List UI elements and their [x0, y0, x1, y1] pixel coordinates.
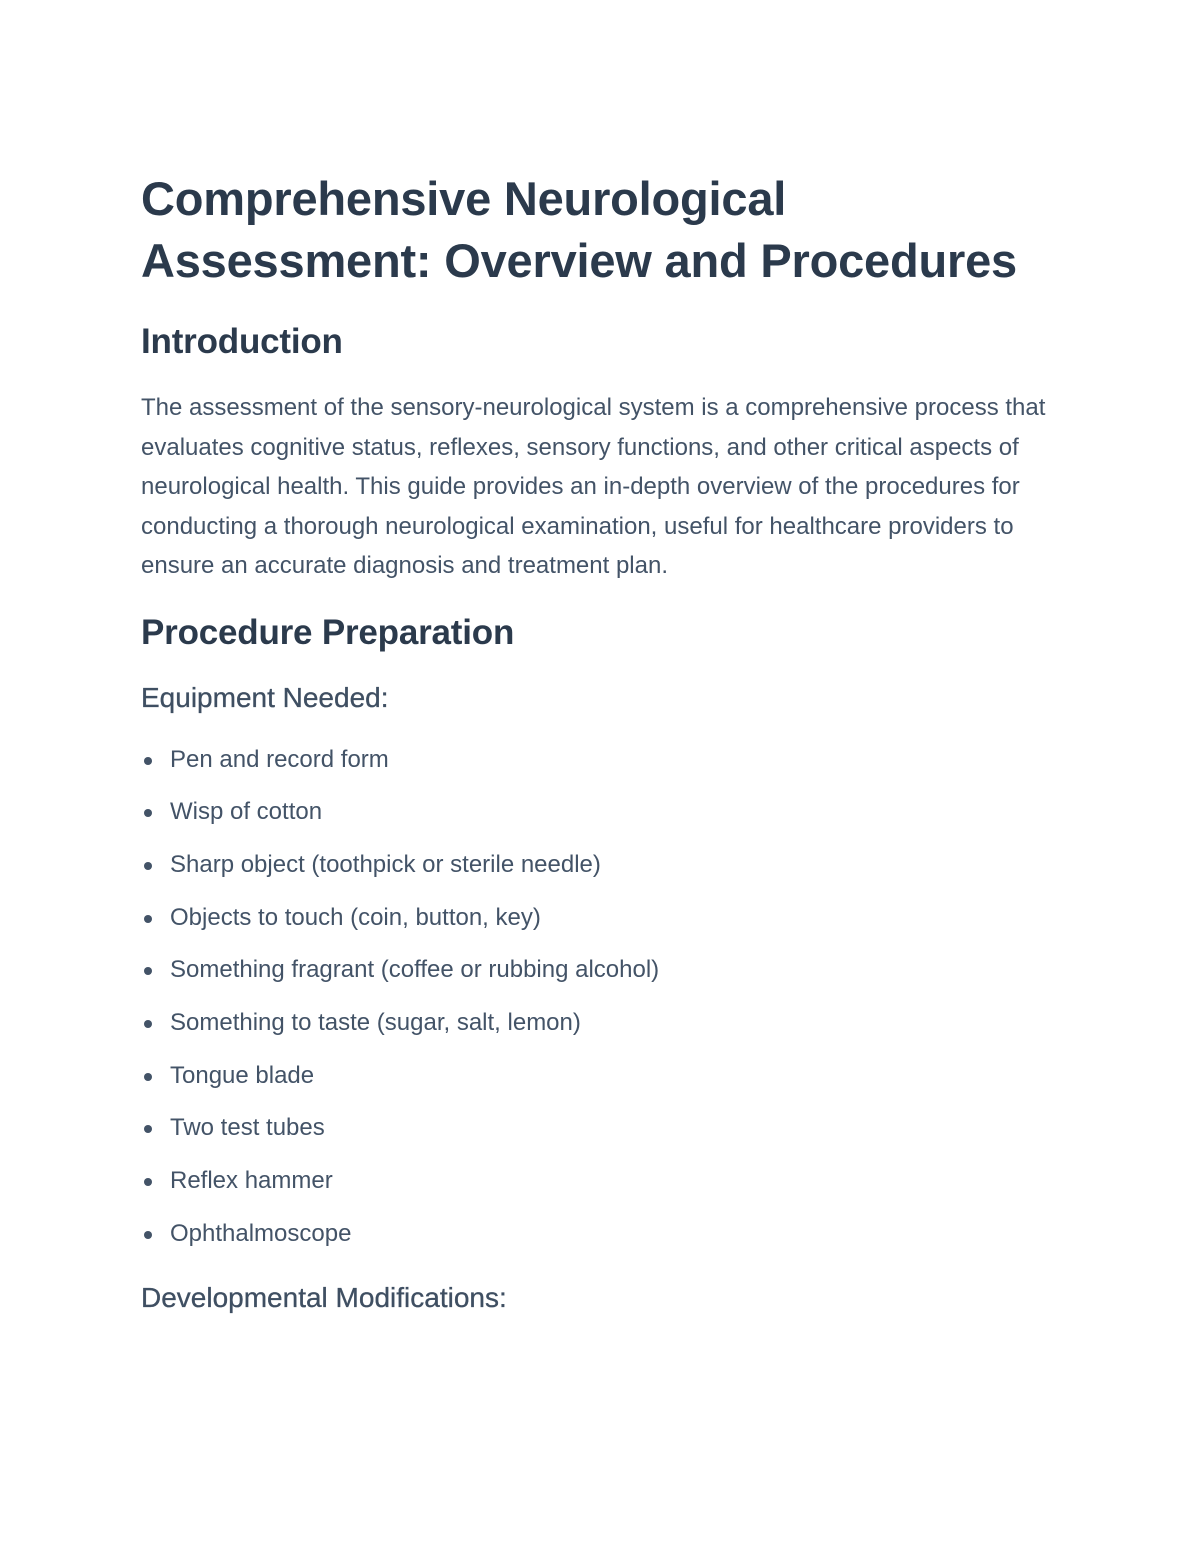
bullet-icon [144, 809, 152, 817]
developmental-modifications-heading: Developmental Modifications: [141, 1281, 507, 1313]
procedure-preparation-heading: Procedure Preparation [141, 612, 515, 652]
list-item [141, 1208, 1061, 1261]
list-item-text: Two test tubes [170, 1114, 325, 1142]
list-item-text: Objects to touch (coin, button, key) [170, 903, 541, 931]
list-item [141, 892, 1061, 945]
equipment-list [141, 734, 1061, 1261]
list-item-text: Something fragrant (coffee or rubbing alcohol) [170, 956, 660, 984]
bullet-icon [144, 1178, 152, 1186]
list-item-text: Wisp of cotton [170, 798, 323, 826]
list-item [141, 839, 1061, 892]
list-item [141, 944, 1061, 997]
list-item [141, 997, 1061, 1050]
bullet-icon [144, 915, 152, 923]
equipment-needed-heading: Equipment Needed: [141, 681, 389, 713]
list-item-text: Something to taste (sugar, salt, lemon) [170, 1009, 581, 1037]
bullet-icon [144, 1020, 152, 1028]
list-item [141, 1050, 1061, 1103]
bullet-icon [144, 967, 152, 975]
introduction-paragraph: The assessment of the sensory-neurological system is a comprehensive process that evaluates cognitive status, reflexes, sensory functions, and other critical aspects of neurological health. This guide provides an in-depth overview of the procedures for conducting a thorough neurological examination, useful for healthcare providers to ensure an accurate diagnosis and treatment plan. [141, 394, 1046, 579]
list-item [141, 734, 1061, 787]
bullet-icon [144, 862, 152, 870]
document-page [141, 168, 1061, 1317]
introduction-heading: Introduction [141, 322, 343, 361]
bullet-icon [144, 1125, 152, 1133]
list-item-text: Pen and record form [170, 745, 389, 773]
list-item [141, 1102, 1061, 1155]
bullet-icon [144, 1073, 152, 1081]
list-item-text: Sharp object (toothpick or sterile needle) [170, 850, 601, 878]
list-item-text: Tongue blade [170, 1061, 315, 1089]
list-item [141, 1155, 1061, 1208]
document-title: Comprehensive Neurological Assessment: Overview and Procedures [141, 172, 1017, 287]
list-item-text: Ophthalmoscope [170, 1219, 352, 1247]
list-item [141, 786, 1061, 839]
list-item-text: Reflex hammer [170, 1167, 333, 1195]
bullet-icon [144, 757, 152, 765]
bullet-icon [144, 1231, 152, 1239]
